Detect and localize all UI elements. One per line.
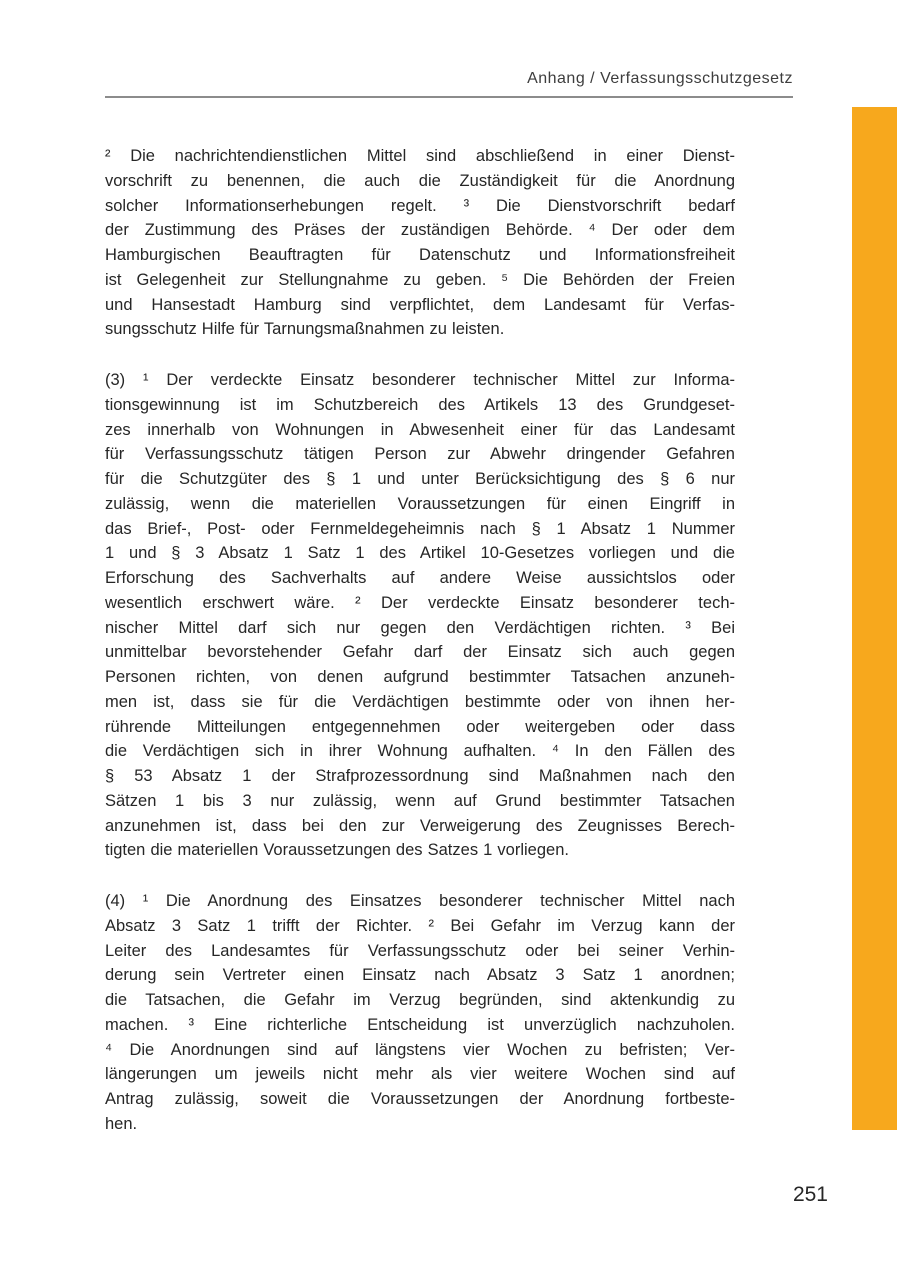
header-rule — [105, 96, 793, 98]
text-line: Personen richten, von denen aufgrund bestimmter Tatsachen anzuneh- — [105, 668, 735, 686]
text-line: ⁴ Die Anordnungen sind auf längstens vier Wochen zu befristen; Ver- — [105, 1040, 735, 1059]
text-line: § 53 Absatz 1 der Strafprozessordnung sind Maßnahmen nach den — [105, 767, 735, 785]
text-line: derung sein Vertreter einen Einsatz nach Absatz 3 Satz 1 anordnen; — [105, 966, 735, 985]
text-line: zulässig, wenn die materiellen Voraussetzungen für einen Eingriff in — [105, 494, 735, 513]
text-line: Sätzen 1 bis 3 nur zulässig, wenn auf Grund bestimmter Tatsachen — [105, 791, 735, 810]
text-line: sungsschutz Hilfe für Tarnungsmaßnahmen zu leisten. — [105, 320, 505, 339]
text-line: Leiter des Landesamtes für Verfassungsschutz oder bei seiner Verhin- — [105, 941, 735, 960]
text-line: das Brief-, Post- oder Fernmeldegeheimnis nach § 1 Absatz 1 Nummer — [105, 519, 735, 538]
text-line: (3) ¹ Der verdeckte Einsatz besonderer technischer Mittel zur Informa- — [105, 371, 735, 389]
text-line: tionsgewinnung ist im Schutzbereich des Artikels 13 des Grundgeset- — [105, 395, 735, 414]
text-line: Absatz 3 Satz 1 trifft der Richter. ² Bei Gefahr im Verzug kann der — [105, 916, 735, 935]
text-line: men ist, dass sie für die Verdächtigen bestimmte oder von ihnen her- — [105, 692, 735, 711]
text-line: (4) ¹ Die Anordnung des Einsatzes besonderer technischer Mittel nach — [105, 892, 735, 910]
text-line: machen. ³ Eine richterliche Entscheidung ist unverzüglich nachzuholen. — [105, 1015, 735, 1034]
accent-bar — [852, 107, 897, 1130]
body-text — [105, 144, 735, 1137]
text-line: hen. — [105, 1114, 138, 1133]
text-line: solcher Informationserhebungen regelt. ³ Die Dienstvorschrift bedarf — [105, 196, 735, 215]
text-line: anzunehmen ist, dass bei den zur Verweigerung des Zeugnisses Berech- — [105, 816, 735, 835]
text-line: längerungen um jeweils nicht mehr als vier weitere Wochen sind auf — [105, 1065, 735, 1084]
text-line: zes innerhalb von Wohnungen in Abwesenheit einer für das Landesamt — [105, 420, 735, 439]
text-line: unmittelbar bevorstehender Gefahr darf der Einsatz sich auch gegen — [105, 643, 735, 662]
text-line: 1 und § 3 Absatz 1 Satz 1 des Artikel 10-Gesetzes vorliegen und die — [105, 544, 735, 563]
text-line: wesentlich erschwert wäre. ² Der verdeckte Einsatz besonderer tech- — [105, 593, 735, 612]
page-number: 251 — [792, 1183, 828, 1206]
text-line: nischer Mittel darf sich nur gegen den Verdächtigen richten. ³ Bei — [105, 618, 735, 637]
text-line: und Hansestadt Hamburg sind verpflichtet, dem Landesamt für Verfas- — [105, 295, 735, 314]
text-line: für die Schutzgüter des § 1 und unter Berücksichtigung des § 6 nur — [105, 470, 735, 488]
text-line: Erforschung des Sachverhalts auf andere Weise aussichtslos oder — [105, 569, 735, 587]
running-header-title: Anhang / Verfassungsschutzgesetz — [527, 70, 793, 87]
text-line: vorschrift zu benennen, die auch die Zuständigkeit für die Anordnung — [105, 171, 735, 190]
text-line: ² Die nachrichtendienstlichen Mittel sind abschließend in einer Dienst- — [105, 147, 735, 165]
text-line: der Zustimmung des Präses der zuständigen Behörde. ⁴ Der oder dem — [105, 221, 735, 240]
text-line: Hamburgischen Beauftragten für Datenschutz und Informationsfreiheit — [105, 246, 735, 264]
paragraph-2-continuation — [105, 144, 735, 342]
paragraph-absatz-4 — [105, 889, 735, 1137]
text-line: ist Gelegenheit zur Stellungnahme zu geben. ⁵ Die Behörden der Freien — [105, 270, 735, 289]
text-line: Antrag zulässig, soweit die Voraussetzungen der Anordnung fortbeste- — [105, 1090, 735, 1108]
text-line: tigten die materiellen Voraussetzungen des Satzes 1 vorliegen. — [105, 841, 569, 860]
text-line: die Tatsachen, die Gefahr im Verzug begründen, sind aktenkundig zu — [105, 991, 735, 1009]
text-line: für Verfassungsschutz tätigen Person zur Abwehr dringender Gefahren — [105, 445, 735, 464]
text-line: rührende Mitteilungen entgegennehmen oder weitergeben oder dass — [105, 717, 735, 736]
paragraph-absatz-3 — [105, 368, 735, 863]
text-line: die Verdächtigen sich in ihrer Wohnung aufhalten. ⁴ In den Fällen des — [105, 742, 735, 761]
